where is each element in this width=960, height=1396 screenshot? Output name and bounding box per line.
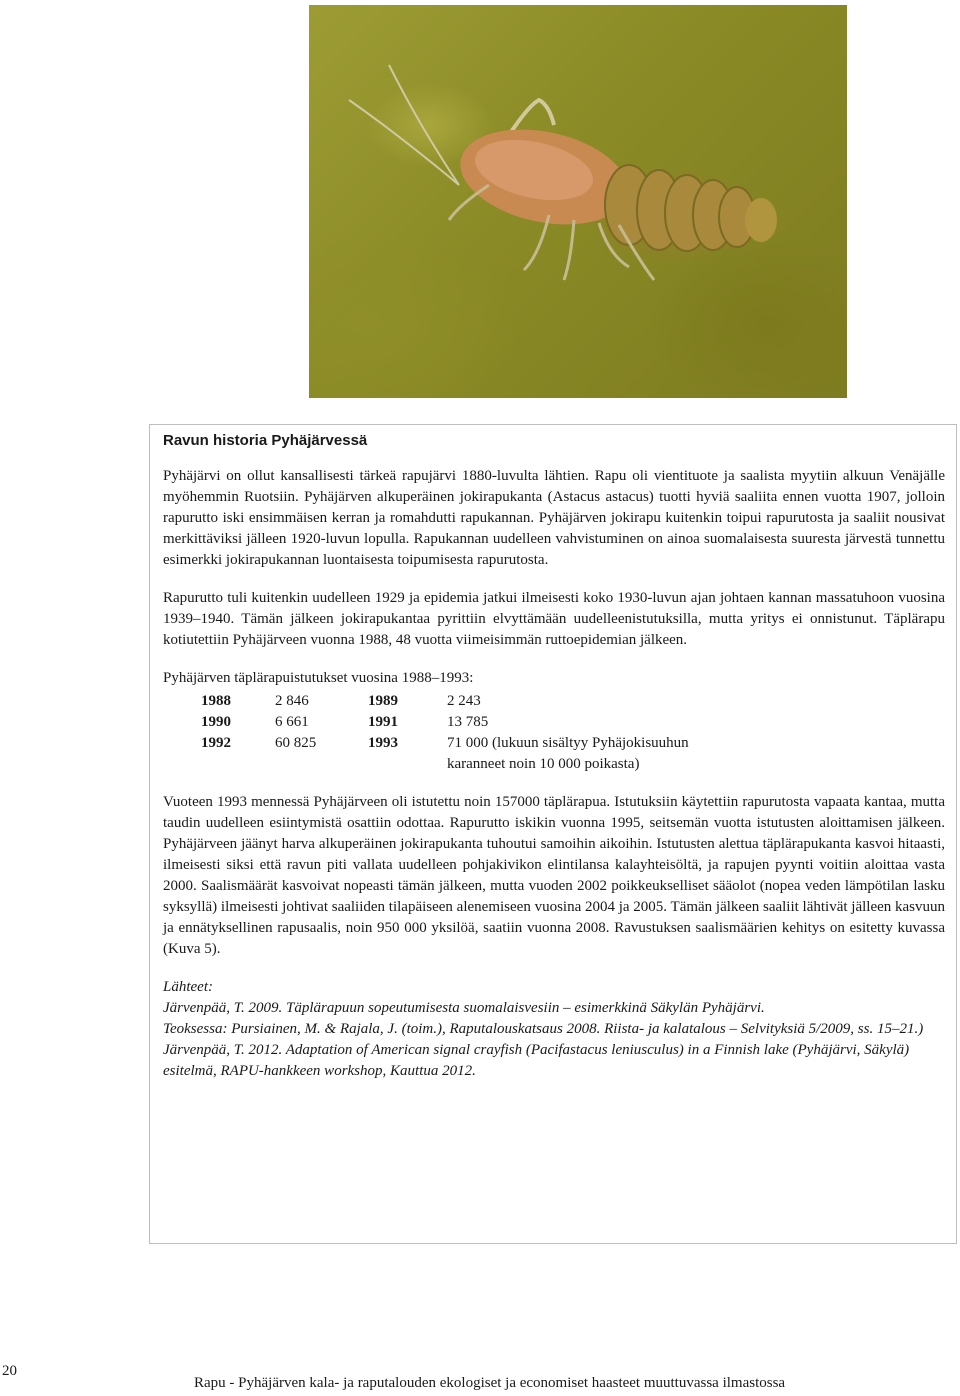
stats-value: 2 846 [275, 693, 309, 709]
stats-value: 13 785 [447, 714, 489, 730]
stats-value: 6 661 [275, 714, 309, 730]
stats-value: 71 000 (lukuun sisältyy Pyhäjokisuuhun [447, 735, 689, 751]
source-item: Järvenpää, T. 2012. Adaptation of American signal crayfish (Pacifastacus leniusculus) in a Finnish lake (Pyhäjärvi, Säkylä) esitelmä, RAPU-hankkeen workshop, Kauttua 2012. [163, 1042, 910, 1079]
stats-row [163, 691, 945, 712]
crayfish-illustration [309, 5, 847, 398]
stats-row [163, 712, 945, 733]
sources [163, 977, 945, 1082]
article-title: Ravun historia Pyhäjärvessä [163, 432, 368, 449]
stats-value: 2 243 [447, 693, 481, 709]
crayfish-photo [309, 5, 847, 398]
stats-table [163, 691, 945, 775]
stats-row [163, 733, 945, 754]
stats-title: Pyhäjärven täplärapuistutukset vuosina 1988–1993: [163, 670, 474, 686]
stats-year: 1991 [368, 714, 398, 730]
stats-row-note [163, 754, 945, 775]
paragraph-1: Pyhäjärvi on ollut kansallisesti tärkeä rapujärvi 1880-luvulta lähtien. Rapu oli vientituote ja saalista myytiin alkuun Venäjälle myöhemmin Ruotsiin. Pyhäjärven alkuperäinen jokirapukanta (Astacus astacus) tuotti hyviä saaliita ennen vuotta 1907, jolloin rapurutto iski ensimmäisen kerran ja romahdutti rapukannan. Pyhäjärven jokirapu kuitenkin toipui rapurutosta ja saaliit nousivat merkittäviksi jälleen 1920-luvun lopulla. Rapukannan uudelleen vahvistuminen on ainoa suomalaisesta suuresta järvestä tunnettu esimerkki jokirapukannan luontaisesta toipumisesta rapurutosta. [163, 468, 945, 568]
page-footer: Rapu - Pyhäjärven kala- ja raputalouden ekologiset ja economiset haasteet muuttuvassa ilmastossa [194, 1375, 786, 1391]
source-item: Teoksessa: Pursiainen, M. & Rajala, J. (toim.), Raputalouskatsaus 2008. Riista- ja kalatalous – Selvityksiä 5/2009, ss. 15–21.) [163, 1021, 924, 1037]
sources-heading: Lähteet: [163, 979, 213, 995]
stats-value: 60 825 [275, 735, 317, 751]
stats-year: 1993 [368, 735, 398, 751]
stats-year: 1992 [201, 735, 231, 751]
paragraph-3: Vuoteen 1993 mennessä Pyhäjärveen oli istutettu noin 157000 täplärapua. Istutuksiin käytettiin rapurutosta vapaata kantaa, mutta taudin uudelleen esiintymistä osattiin odottaa. Rapurutto iskikin vuonna 1995, seitsemän vuotta istutusten aloittamisen jälkeen. Pyhäjärveen jäänyt harva alkuperäinen jokirapukanta tuhoutui samoihin aikoihin. Istutusten alettua täplärapukanta kasvoi hitaasti, ilmeisesti siksi että ravun piti vallata uudelleen pohjakivikon elintilansa kalayhteisöltä, ja rapujen pyynti voitiin aloittaa vasta 2000. Saalismäärät kasvoivat nopeasti tämän jälkeen, mutta vuoden 2002 poikkeukselliset sääolot (nopea veden lämpötilan lasku syksyllä) ilmeisesti johtivat saaliiden tilapäiseen alenemiseen vuosina 2004 ja 2005. Tämän jälkeen saaliit lähtivät jälleen kasvuun ja ennätyksellinen rapusaalis, noin 950 000 yksilöä, saatiin vuonna 2008. Ravustuksen saalismäärien kehitys on esitetty kuvassa (Kuva 5). [163, 794, 946, 957]
stats-year: 1988 [201, 693, 231, 709]
paragraph-2: Rapurutto tuli kuitenkin uudelleen 1929 ja epidemia jatkui ilmeisesti koko 1930-luvun ajan johtaen kannan massatuhoon vuosina 1939–1940. Tämän jälkeen jokirapukantaa pyrittiin elvyttämään uudelleenistutuksilla, mutta yritys ei onnistunut. Täplärapu kotiutettiin Pyhäjärveen vuonna 1988, 48 vuotta viimeisimmän ruttoepidemian jälkeen. [163, 590, 945, 648]
stats-year: 1990 [201, 714, 231, 730]
article-content [163, 430, 945, 1082]
stats-note: karanneet noin 10 000 poikasta) [447, 756, 640, 772]
source-item: Järvenpää, T. 2009. Täplärapuun sopeutumisesta suomalaisvesiin – esimerkkinä Säkylän Pyhäjärvi. [163, 1000, 765, 1016]
stats-year: 1989 [368, 693, 398, 709]
page-number: 20 [2, 1363, 17, 1379]
